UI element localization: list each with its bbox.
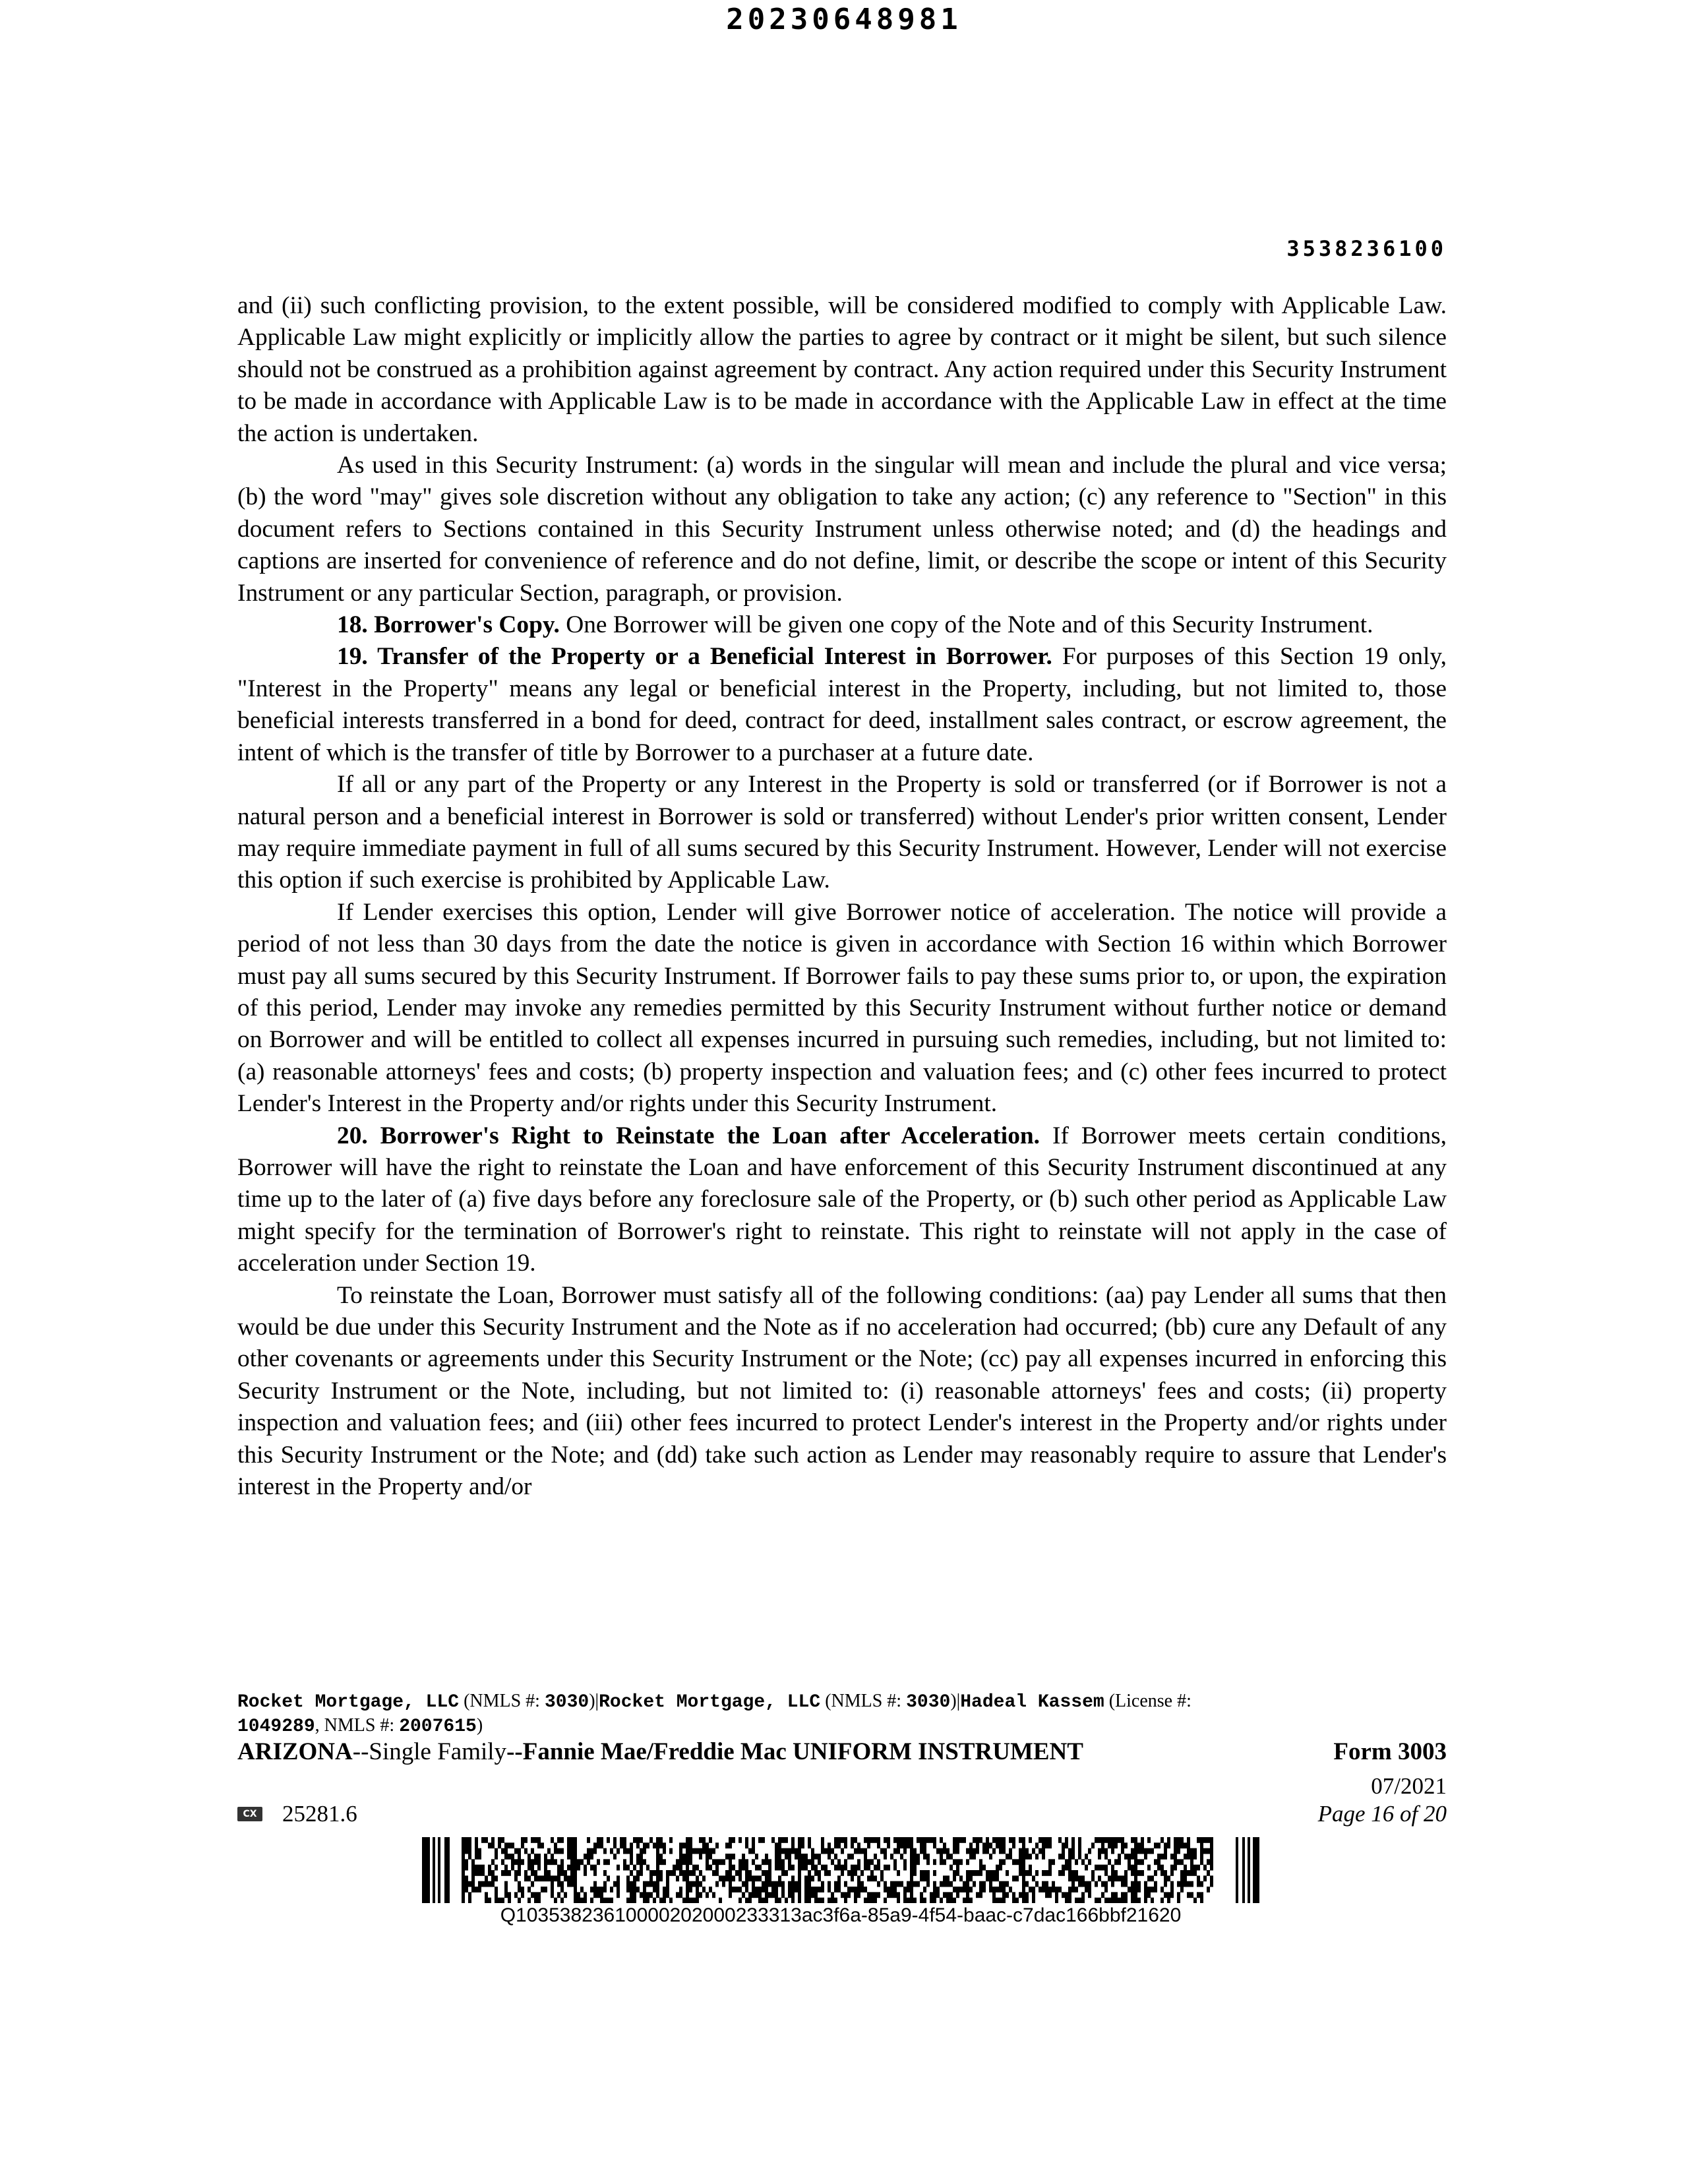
section-18-heading: 18. Borrower's Copy. [337, 611, 560, 639]
form-code-group [237, 1800, 357, 1828]
section-19-text: For purposes of this Section 19 only, "Interest in the Property" means any legal or beneficial interest in the Property, including, but not limited to, those beneficial interests transferred in a bond for deed, contract for deed, installment sales contract, or escrow agreement, the intent of which is the transfer of title by Borrower to a purchaser at a future date. [237, 643, 1447, 766]
section-19-heading: 19. Transfer of the Property or a Beneficial Interest in Borrower. [337, 643, 1052, 671]
lender-name: Rocket Mortgage, LLC [237, 1692, 460, 1713]
form-title [237, 1737, 1083, 1767]
barcode-text: Q10353823610000202000233313ac3f6a-85a9-4f54-baac-c7dac166bbf21620 [500, 1904, 1182, 1926]
form-page-row [237, 1800, 1447, 1829]
section-20-text: If Borrower meets certain conditions, Borrower will have the right to reinstate the Loan and have enforcement of this Security Instrument discontinued at any time up to the later of (a) five days before any foreclosure sale of the Property, or (b) such other period as Applicable Law might specify for the termination of Borrower's right to reinstate. This right to reinstate will not apply in the case of acceleration under Section 19. [237, 1122, 1447, 1277]
loan-number: 3538236100 [1286, 236, 1447, 261]
lender-info-line [237, 1689, 1447, 1738]
nmls-label: (NMLS #: [459, 1691, 545, 1711]
form-title-dash: -- [352, 1738, 369, 1765]
separator: )| [589, 1691, 599, 1711]
form-date: 07/2021 [1371, 1773, 1447, 1799]
form-state: ARIZONA [237, 1738, 353, 1765]
barcode-icon [422, 1837, 1259, 1903]
section-19 [237, 641, 1447, 769]
license-label: (License #: [1104, 1691, 1191, 1711]
section-18-text: One Borrower will be given one copy of the Note and of this Security Instrument. [559, 611, 1373, 639]
document-body [237, 290, 1447, 1503]
nmls-label: , NMLS #: [315, 1715, 400, 1736]
form-title-dash: -- [506, 1738, 523, 1765]
form-code: 25281.6 [282, 1801, 357, 1827]
cx-logo-icon: CX [237, 1807, 262, 1821]
form-title-row [237, 1737, 1447, 1770]
form-family: Single Family [369, 1738, 507, 1765]
separator: )| [950, 1691, 961, 1711]
originator-nmls-number: 2007615 [399, 1716, 477, 1737]
section-20 [237, 1120, 1447, 1280]
close-paren: ) [476, 1715, 483, 1736]
section-20-heading: 20. Borrower's Right to Reinstate the Loan after Acceleration. [337, 1122, 1040, 1149]
page-number: Page 16 of 20 [1317, 1801, 1447, 1827]
broker-name: Rocket Mortgage, LLC [599, 1692, 821, 1713]
barcode-block [422, 1837, 1259, 1927]
broker-nmls-number: 3030 [906, 1692, 951, 1713]
paragraph-applicable-law: and (ii) such conflicting provision, to the extent possible, will be considered modified to comply with Applicable Law. Applicable Law might explicitly or implicitly allow the parties to agree by contract or it might be silent, but such silence should not be construed as a prohibition against agreement by contract. Any action required under this Security Instrument to be made in accordance with Applicable Law is to be made in accordance with the Applicable Law in effect at the time the action is undertaken. [237, 292, 1447, 447]
nmls-label: (NMLS #: [820, 1691, 907, 1711]
paragraph-reinstate-conditions: To reinstate the Loan, Borrower must satisfy all of the following conditions: (aa) pay Lender all sums that then would be due under this Security Instrument and the Note as if no acceleration had occurred; (bb) cure any Default of any other covenants or agreements under this Security Instrument or the Note; (cc) pay all expenses incurred in enforcing this Security Instrument or the Note, including, but not limited to: (i) reasonable attorneys' fees and costs; (ii) property inspection and valuation fees; and (iii) other fees incurred to protect Lender's interest in the Property and/or rights under this Security Instrument or the Note; and (dd) take such action as Lender may reasonably require to assure that Lender's interest in the Property and/or [237, 1281, 1447, 1501]
form-instrument: Fannie Mae/Freddie Mac UNIFORM INSTRUMENT [522, 1738, 1083, 1765]
lender-nmls-number: 3030 [544, 1692, 589, 1713]
paragraph-property-sold: If all or any part of the Property or any Interest in the Property is sold or transferred (or if Borrower is not a natural person and a beneficial interest in Borrower is sold or transferred) without Lender's prior written consent, Lender may require immediate payment in full of all sums secured by this Security Instrument. However, Lender will not exercise this option if such exercise is prohibited by Applicable Law. [237, 771, 1447, 894]
loan-originator-name: Hadeal Kassem [960, 1692, 1104, 1713]
paragraph-definitions: As used in this Security Instrument: (a) words in the singular will mean and include the plural and vice versa; (b) the word "may" gives sole discretion without any obligation to take any action; (c) any reference to "Section" in this document refers to Sections contained in this Security Instrument unless otherwise noted; and (d) the headings and captions are inserted for convenience of reference and do not define, limit, or describe the scope or intent of this Security Instrument or any particular Section, paragraph, or provision. [237, 452, 1447, 607]
paragraph-lender-exercises-option: If Lender exercises this option, Lender will give Borrower notice of acceleration. The notice will provide a period of not less than 30 days from the date the notice is given in accordance with Section 16 within which Borrower must pay all sums secured by this Security Instrument. If Borrower fails to pay these sums prior to, or upon, the expiration of this period, Lender may invoke any remedies permitted by this Security Instrument without further notice or demand on Borrower and will be entitled to collect all expenses incurred in pursuing such remedies, including, but not limited to: (a) reasonable attorneys' fees and costs; (b) property inspection and valuation fees; and (c) other fees incurred to protect Lender's Interest in the Property and/or rights under this Security Instrument. [237, 898, 1447, 1118]
form-number: Form 3003 [1333, 1738, 1447, 1765]
section-18 [237, 609, 1447, 641]
recording-document-number: 20230648981 [726, 3, 962, 36]
originator-license-number: 1049289 [237, 1716, 315, 1737]
